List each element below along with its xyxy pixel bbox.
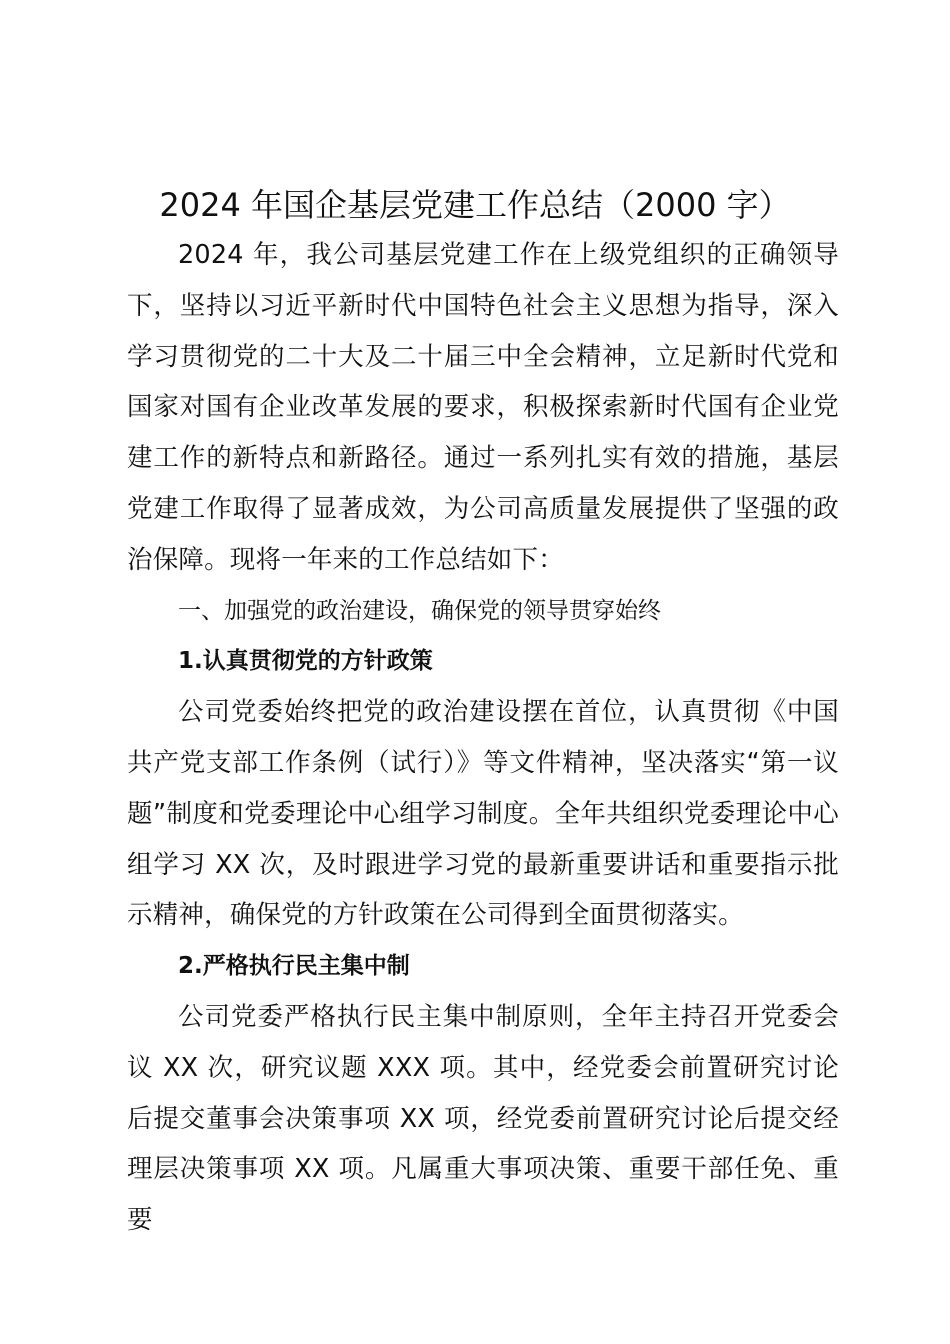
document-title: 2024 年国企基层党建工作总结（2000 字） [159,186,791,224]
subsection-paragraph-1: 公司党委始终把党的政治建设摆在首位，认真贯彻《中国共产党支部工作条例（试行）》等文件精神，坚决落实“第一议题”制度和党委理论中心组学习制度。全年共组织党委理论中心组学习 XX 次，及时跟进学习党的最新重要讲话和重要指示批示精神，确保党的方针政策在公司得到全面贯彻落实。 [127,697,839,931]
intro-paragraph: 2024 年，我公司基层党建工作在上级党组织的正确领导下，坚持以习近平新时代中国特色社会主义思想为指导，深入学习贯彻党的二十大及二十届三中全会精神，立足新时代党和国家对国有企业改革发展的要求，积极探索新时代国有企业党建工作的新特点和新路径。通过一系列扎实有效的措施，基层党建工作取得了显著成效，为公司高质量发展提供了坚强的政治保障。现将一年来的工作总结如下： [127,240,839,575]
subsection-heading-1: 1.认真贯彻党的方针政策 [178,648,433,675]
document-body [127,230,839,1246]
subsection-paragraph-2: 公司党委严格执行民主集中制原则，全年主持召开党委会议 XX 次，研究议题 XXX 项。其中，经党委会前置研究讨论后提交董事会决策事项 XX 项，经党委前置研究讨论后提交经理层决策事项 XX 项。凡属重大事项决策、重要干部任免、重要 [127,1001,839,1236]
section-heading-1: 一、加强党的政治建设，确保党的领导贯穿始终 [178,597,661,624]
subsection-heading-2: 2.严格执行民主集中制 [178,953,410,980]
